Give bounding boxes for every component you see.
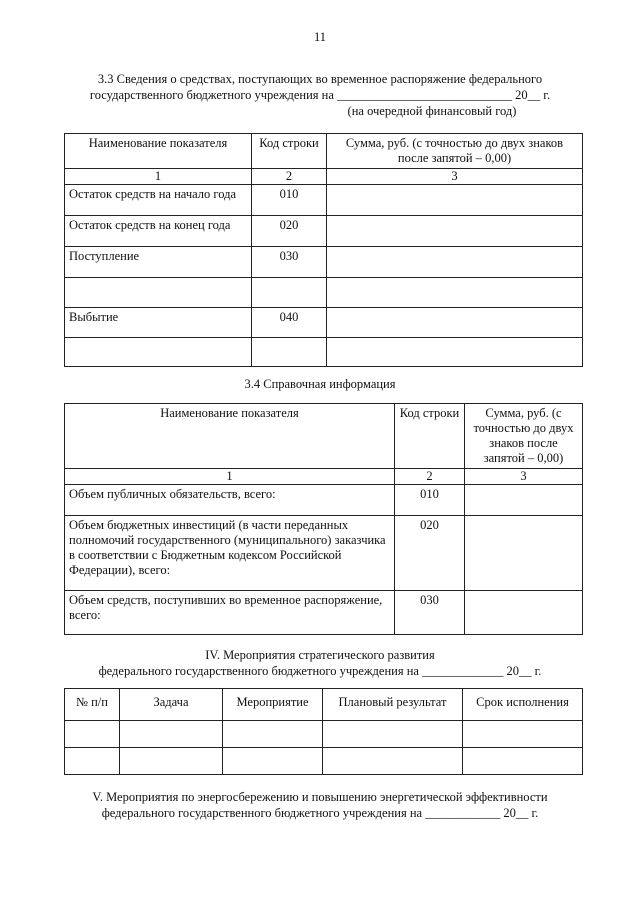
empty-cell[interactable] xyxy=(463,748,583,775)
row-name: Остаток средств на начало года xyxy=(65,185,252,216)
table-iv xyxy=(64,688,583,775)
row-name xyxy=(65,338,252,367)
header-cell: Код строки xyxy=(395,404,465,469)
header-cell: Сумма, руб. (с точностью до двух знаков после запятой – 0,00) xyxy=(327,134,583,169)
row-name: Объем публичных обязательств, всего: xyxy=(65,485,395,516)
row-code: 020 xyxy=(395,516,465,591)
column-number: 2 xyxy=(395,469,465,485)
row-sum[interactable] xyxy=(327,278,583,308)
section-3-3-title-line2: государственного бюджетного учреждения на ____________________________ 20__ г. xyxy=(89,88,551,102)
row-code: 030 xyxy=(252,247,327,278)
header-cell: Мероприятие xyxy=(223,689,323,721)
column-number: 3 xyxy=(465,469,583,485)
row-sum[interactable] xyxy=(465,485,583,516)
row-code: 030 xyxy=(395,591,465,635)
row-sum[interactable] xyxy=(327,247,583,278)
section-v-title-line2: федерального государственного бюджетного учреждения на ____________ 20__ г. xyxy=(101,806,539,820)
header-cell: Задача xyxy=(120,689,223,721)
row-code: 010 xyxy=(395,485,465,516)
section-iv-title-line1: IV. Мероприятия стратегического развития xyxy=(205,648,435,662)
row-code: 010 xyxy=(252,185,327,216)
row-name: Поступление xyxy=(65,247,252,278)
row-name: Объем бюджетных инвестиций (в части переданных полномочий государственного (муниципального) заказчика в соответствии с Бюджетным кодексом Российской Федерации), всего: xyxy=(65,516,395,591)
row-sum[interactable] xyxy=(327,185,583,216)
table-row xyxy=(65,185,583,216)
header-cell: Наименование показателя xyxy=(65,404,395,469)
section-v-title-line1: V. Мероприятия по энергосбережению и повышению энергетической эффективности xyxy=(92,790,548,804)
row-code: 040 xyxy=(252,308,327,338)
section-3-4-title: 3.4 Справочная информация xyxy=(244,377,396,391)
column-number: 3 xyxy=(327,169,583,185)
column-number: 2 xyxy=(252,169,327,185)
row-name: Остаток средств на конец года xyxy=(65,216,252,247)
table-row xyxy=(65,748,583,775)
table-3-3 xyxy=(64,133,583,367)
table-row xyxy=(65,247,583,278)
row-name: Объем средств, поступивших во временное распоряжение, всего: xyxy=(65,591,395,635)
row-sum[interactable] xyxy=(465,516,583,591)
header-cell: Код строки xyxy=(252,134,327,169)
empty-cell[interactable] xyxy=(223,748,323,775)
row-code: 020 xyxy=(252,216,327,247)
header-cell: Плановый результат xyxy=(323,689,463,721)
page-number: 11 xyxy=(313,30,327,44)
row-sum[interactable] xyxy=(465,591,583,635)
row-name xyxy=(65,278,252,308)
empty-cell[interactable] xyxy=(323,721,463,748)
header-cell: № п/п xyxy=(65,689,120,721)
table-row xyxy=(65,308,583,338)
empty-cell[interactable] xyxy=(65,748,120,775)
empty-cell[interactable] xyxy=(223,721,323,748)
empty-cell[interactable] xyxy=(323,748,463,775)
table-row xyxy=(65,278,583,308)
section-iv-title-line2: федерального государственного бюджетного учреждения на _____________ 20__ г. xyxy=(98,664,542,678)
column-number: 1 xyxy=(65,469,395,485)
header-cell: Сумма, руб. (с точностью до двух знаков после запятой – 0,00) xyxy=(465,404,583,469)
row-sum[interactable] xyxy=(327,338,583,367)
table-row xyxy=(65,216,583,247)
table-row xyxy=(65,721,583,748)
empty-cell[interactable] xyxy=(463,721,583,748)
row-code xyxy=(252,278,327,308)
table-row xyxy=(65,591,583,635)
row-code xyxy=(252,338,327,367)
table-3-4 xyxy=(64,403,583,635)
empty-cell[interactable] xyxy=(65,721,120,748)
header-cell: Срок исполнения xyxy=(463,689,583,721)
section-3-3-title-line1: 3.3 Сведения о средствах, поступающих во временное распоряжение федерального xyxy=(97,72,543,86)
header-cell: Наименование показателя xyxy=(65,134,252,169)
section-3-3-title-note: (на очередной финансовый год) xyxy=(347,104,517,118)
table-row xyxy=(65,338,583,367)
row-sum[interactable] xyxy=(327,216,583,247)
empty-cell[interactable] xyxy=(120,748,223,775)
row-name: Выбытие xyxy=(65,308,252,338)
column-number: 1 xyxy=(65,169,252,185)
table-row xyxy=(65,485,583,516)
empty-cell[interactable] xyxy=(120,721,223,748)
table-row xyxy=(65,516,583,591)
row-sum[interactable] xyxy=(327,308,583,338)
